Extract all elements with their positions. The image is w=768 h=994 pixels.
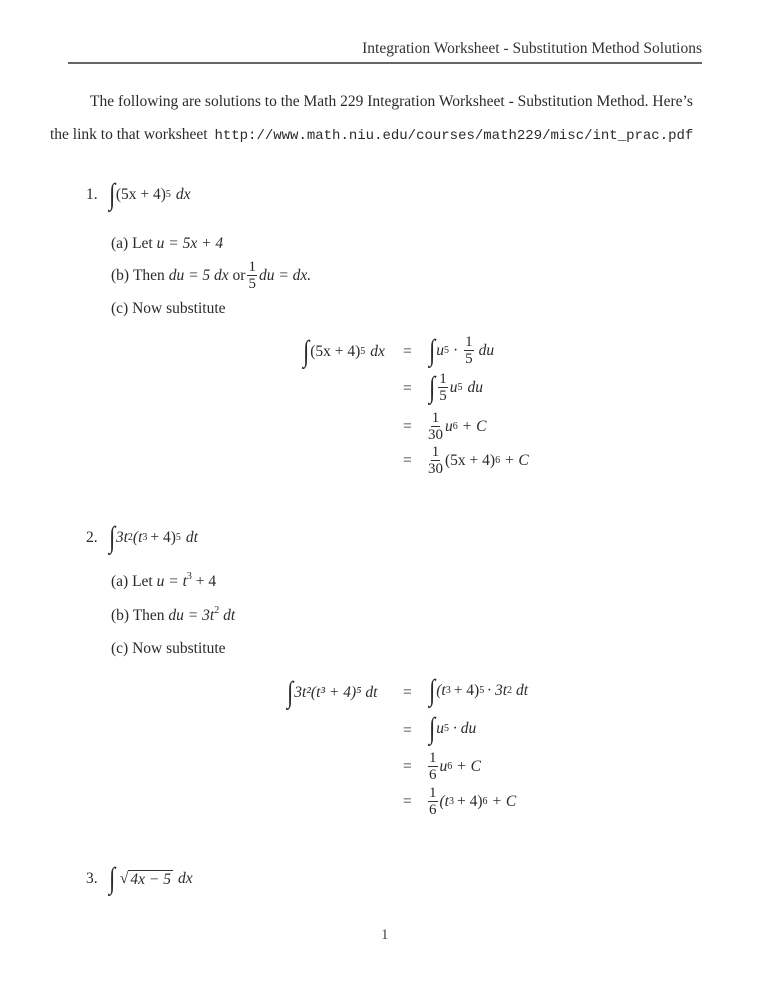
term: (5x + 4) bbox=[445, 451, 496, 469]
derivation-2-row-2: ∫ u 5 · du bbox=[429, 712, 477, 745]
step-math: du = 3t bbox=[168, 607, 215, 624]
worksheet-link[interactable]: http://www.math.niu.edu/courses/math229/misc/int_prac.pdf bbox=[214, 128, 694, 144]
integral-sign-icon: ∫ bbox=[303, 335, 310, 368]
problem-integrand: (5x + 4) bbox=[115, 186, 166, 203]
term: + 4) bbox=[150, 529, 176, 546]
constant: + C bbox=[504, 451, 529, 469]
problem-number: 3. bbox=[86, 870, 98, 887]
page-number: 1 bbox=[381, 927, 389, 943]
integral-sign-icon: ∫ bbox=[429, 674, 436, 707]
term: (t bbox=[436, 682, 446, 699]
constant: + C bbox=[456, 757, 481, 775]
derivation-1-row-3: $\frac{1}{30}$ u 6 + C bbox=[428, 410, 487, 443]
lhs-expression: 3t²(t³ + 4)⁵ dt bbox=[294, 684, 378, 701]
equals-sign: = bbox=[403, 758, 412, 775]
step-math: dt bbox=[223, 607, 236, 624]
derivation-2-row-3: $\frac{1}{6}$ u 6 + C bbox=[429, 750, 481, 783]
step-math: u = t bbox=[156, 573, 187, 590]
differential: · du bbox=[452, 720, 477, 737]
constant: + C bbox=[461, 417, 487, 435]
power: 3 bbox=[186, 571, 192, 582]
term: u bbox=[436, 341, 444, 359]
equals-sign: = bbox=[403, 380, 412, 397]
term: (t bbox=[132, 529, 143, 546]
equals-sign: = bbox=[403, 452, 412, 469]
fraction bbox=[464, 334, 474, 367]
fraction-numerator: 1 bbox=[248, 259, 256, 275]
equals-sign: = bbox=[403, 418, 412, 435]
problem-2-step-a bbox=[111, 573, 216, 591]
lhs-differential: dx bbox=[370, 343, 385, 360]
step-text: Let bbox=[132, 235, 153, 252]
fraction bbox=[428, 750, 438, 783]
step-text: Now substitute bbox=[132, 300, 226, 317]
fraction bbox=[428, 785, 438, 818]
power: 2 bbox=[214, 605, 220, 616]
fraction-denominator: 5 bbox=[439, 388, 447, 404]
fraction-numerator: 1 bbox=[429, 785, 437, 801]
fraction bbox=[438, 371, 448, 404]
term: u bbox=[436, 720, 444, 737]
step-math: u = 5x + 4 bbox=[156, 235, 224, 252]
integral-sign-icon: ∫ bbox=[108, 862, 115, 895]
derivation-2-lhs bbox=[286, 678, 377, 708]
step-label: (b) bbox=[111, 607, 130, 624]
equals-sign: = bbox=[403, 343, 412, 360]
term: + 4) bbox=[456, 792, 483, 810]
integral-sign-icon: ∫ bbox=[429, 712, 436, 745]
step-label: (a) bbox=[111, 235, 129, 252]
intro-line-1: The following are solutions to the Math 229 Integration Worksheet - Substitution Method. Here’s bbox=[90, 93, 693, 110]
header-rule bbox=[68, 62, 702, 64]
step-math: du = dx. bbox=[258, 266, 312, 284]
step-text: Then bbox=[132, 607, 165, 624]
fraction-numerator: 1 bbox=[465, 334, 473, 350]
step-math: du = 5 dx bbox=[168, 266, 229, 284]
step-text: Then bbox=[132, 266, 165, 284]
fraction-numerator: 1 bbox=[431, 410, 440, 426]
problem-1-step-c bbox=[111, 300, 226, 318]
fraction bbox=[428, 444, 443, 477]
integral-sign-icon: ∫ bbox=[429, 333, 436, 367]
derivation-1-lhs: ∫ (5x + 4) 5 dx bbox=[303, 335, 385, 368]
step-label: (c) bbox=[111, 640, 129, 657]
step-label: (a) bbox=[111, 573, 129, 590]
fraction-numerator: 1 bbox=[439, 371, 447, 387]
problem-2-statement: 2. ∫ 3t 2 (t 3 + 4) 5 dt bbox=[86, 521, 198, 554]
term: u bbox=[445, 417, 453, 435]
radical-sign-icon: √ bbox=[119, 869, 129, 887]
dot-operator: · bbox=[452, 341, 459, 359]
step-label: (b) bbox=[111, 266, 130, 284]
term: · 3t bbox=[487, 682, 508, 699]
problem-number: 2. bbox=[86, 529, 98, 546]
fraction-denominator: 30 bbox=[428, 461, 443, 477]
derivation-1-row-4: $\frac{1}{30}$ (5x + 4) 6 + C bbox=[428, 444, 529, 477]
term: + 4) bbox=[453, 682, 480, 699]
problem-1-step-b bbox=[111, 259, 311, 292]
problem-1-statement: 1. ∫ (5x + 4) 5 dx bbox=[86, 178, 191, 211]
term: u bbox=[439, 757, 448, 775]
intro-line-2 bbox=[50, 126, 693, 144]
fraction-denominator: 6 bbox=[429, 802, 437, 818]
problem-3-statement bbox=[86, 864, 193, 894]
step-or: or bbox=[232, 266, 246, 284]
fraction-numerator: 1 bbox=[431, 444, 440, 460]
differential: dt bbox=[516, 682, 529, 699]
differential: du bbox=[478, 341, 495, 359]
problem-2-step-c bbox=[111, 640, 226, 658]
term: u bbox=[449, 378, 458, 396]
integral-sign-icon: ∫ bbox=[429, 370, 436, 404]
constant: + C bbox=[491, 792, 517, 810]
step-label: (c) bbox=[111, 300, 129, 317]
integral-sign-icon: ∫ bbox=[108, 521, 115, 554]
square-root bbox=[120, 870, 173, 889]
fraction-numerator: 1 bbox=[429, 750, 437, 766]
fraction bbox=[428, 410, 443, 443]
equals-sign: = bbox=[403, 793, 412, 810]
step-text: Now substitute bbox=[132, 640, 226, 657]
step-text: Let bbox=[132, 573, 153, 590]
equals-sign: = bbox=[403, 722, 412, 739]
derivation-2-row-4: $\frac{1}{6}$ (t 3 + 4) 6 + C bbox=[429, 785, 517, 818]
radicand: 4x − 5 bbox=[130, 870, 171, 888]
problem-1-step-a bbox=[111, 235, 223, 253]
derivation-2-row-1: ∫ (t 3 + 4) 5 · 3t 2 dt bbox=[429, 674, 529, 707]
step-math: + 4 bbox=[195, 573, 217, 590]
integral-sign-icon: ∫ bbox=[287, 676, 294, 709]
differential: du bbox=[467, 378, 483, 396]
fraction bbox=[247, 259, 257, 292]
derivation-1-row-2: ∫ $\frac{1}{5}$ u 5 du bbox=[429, 370, 483, 404]
running-header-title: Integration Worksheet - Substitution Method Solutions bbox=[362, 40, 702, 57]
equals-sign: = bbox=[403, 684, 412, 701]
fraction-denominator: 30 bbox=[428, 427, 443, 443]
lhs-expression: (5x + 4) bbox=[310, 343, 361, 360]
derivation-1-row-1: ∫ u 5 · $\frac{1}{5}$ du bbox=[429, 333, 495, 367]
problem-differential: dx bbox=[177, 870, 193, 887]
intro-line-2-prefix: the link to that worksheet bbox=[50, 126, 208, 143]
term: (t bbox=[439, 792, 449, 810]
term: 3t bbox=[115, 529, 128, 546]
fraction-denominator: 5 bbox=[465, 351, 473, 367]
problem-differential: dt bbox=[185, 529, 198, 546]
problem-differential: dx bbox=[175, 186, 191, 203]
fraction-denominator: 6 bbox=[429, 767, 437, 783]
fraction-denominator: 5 bbox=[248, 276, 256, 292]
problem-number: 1. bbox=[86, 186, 98, 203]
integral-sign-icon: ∫ bbox=[108, 178, 115, 211]
problem-2-step-b bbox=[111, 607, 235, 625]
